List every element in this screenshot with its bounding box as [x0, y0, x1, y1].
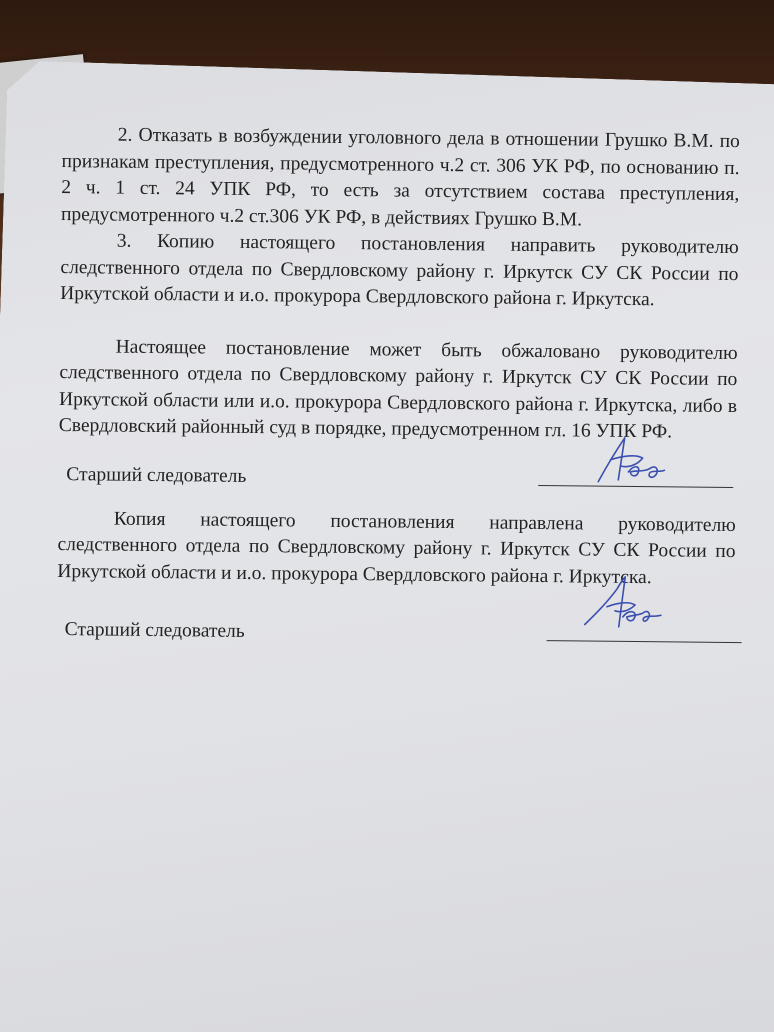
document-body — [57, 122, 740, 646]
signature-line — [547, 640, 742, 643]
signer-title: Старший следователь — [66, 463, 247, 487]
handwritten-signature-icon — [578, 431, 669, 488]
paragraph-refuse-case: 2. Отказать в возбуждении уголовного дела в отношении Грушко В.М. по признакам преступления, предусмотренного ч.2 ст. 306 УК РФ, по основанию п. 2 ч. 1 ст. 24 УПК РФ, то есть за отсутствием состава преступления, предусмотренного ч.2 ст.306 УК РФ, в действиях Грушко В.М. — [60, 124, 740, 230]
signature-block-2 — [57, 609, 735, 646]
paragraph-copy-notice: Копия настоящего постановления направлена руководителю следственного отдела по Свердловскому району г. Иркутск СУ СК России по Иркутской области и и.о. прокурора Свердловского района г. Иркутска. — [57, 508, 736, 588]
signer-title: Старший следователь — [64, 619, 245, 642]
paragraph-send-copy: 3. Копию настоящего постановления направить руководителю следственного отдела по Свердловскому району г. Иркутск СУ СК России по Иркутской области и и.о. прокурора Свердловского района г. Иркутска. — [60, 230, 739, 311]
paragraph-appeal: Настоящее постановление может быть обжаловано руководителю следственного отдела по Свердловскому району г. Иркутск СУ СК России по Иркутской области или и.о. прокурора Свердловского района г. Иркутска, либо в Свердловский районный суд в порядке, предусмотренном гл. 16 УПК РФ. — [58, 336, 738, 443]
handwritten-signature-icon — [577, 574, 668, 631]
signature-block-1 — [58, 453, 736, 490]
